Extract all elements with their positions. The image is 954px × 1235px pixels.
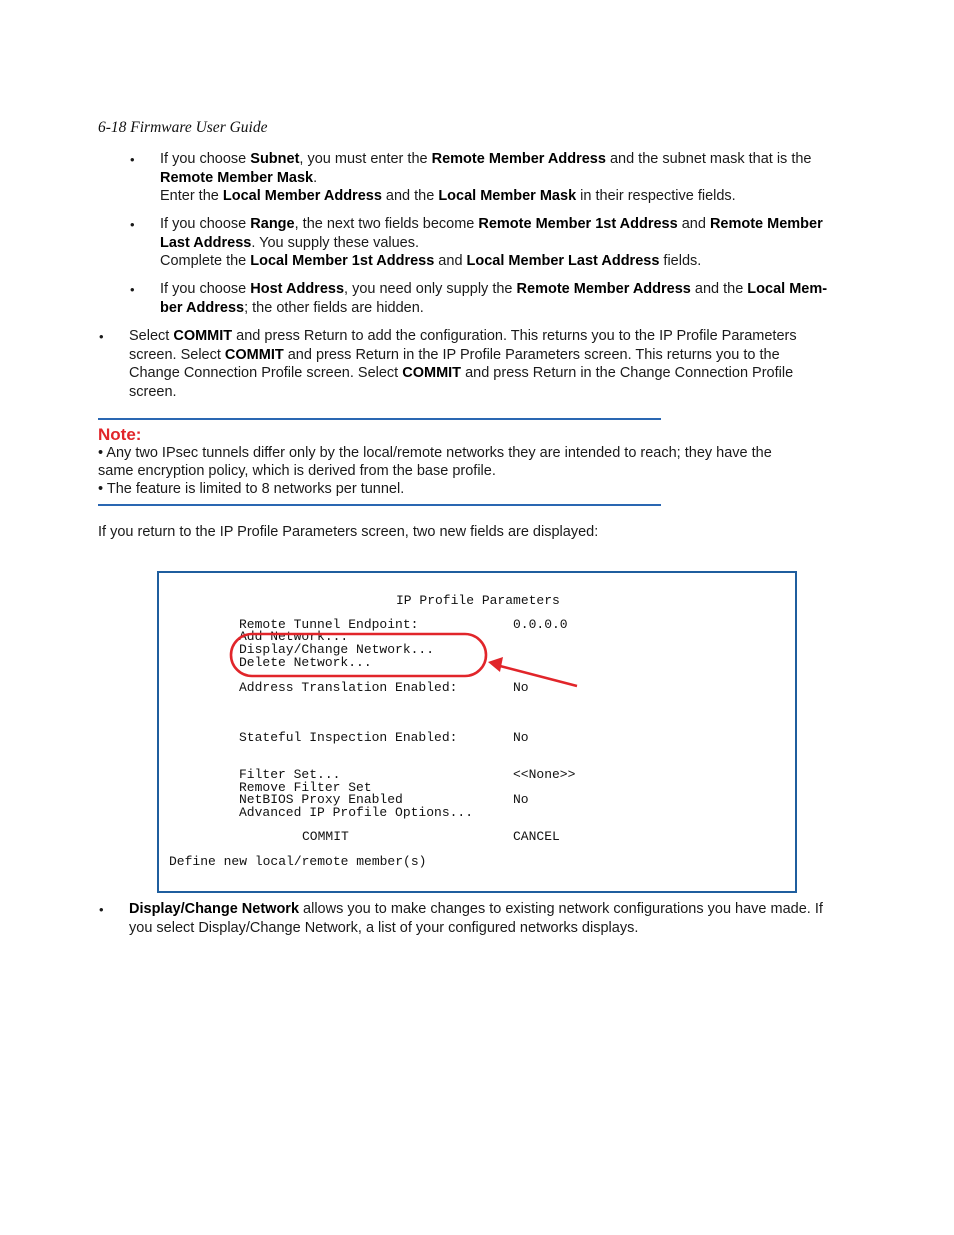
stateful-inspection-label: Stateful Inspection Enabled:: [239, 730, 458, 745]
sub-bullet-subnet: If you choose Subnet, you must enter the Remote Member Address and the subnet mask that is the Remote Member Mask. Enter the Local Member Address and the Local Member Mask in their respective fields.: [160, 151, 812, 205]
address-translation-label: Address Translation Enabled:: [239, 680, 458, 695]
cancel-button[interactable]: CANCEL: [513, 829, 560, 844]
intro-text: If you return to the IP Profile Parameters screen, two new fields are displayed:: [98, 524, 599, 540]
highlight-ellipse: [231, 634, 486, 676]
commit-paragraph: Select COMMIT and press Return to add the configuration. This returns you to the IP Profile Parameters screen. Select COMMIT and press Return in the IP Profile Parameters screen. This returns you to the Change Connection Profile screen. Select COMMIT and press Return in the Change Connection Profile screen.: [129, 328, 797, 401]
netbios-proxy-value[interactable]: No: [513, 792, 529, 807]
address-translation-value[interactable]: No: [513, 680, 529, 695]
page-header: 6-18 Firmware User Guide: [98, 119, 268, 136]
highlight-arrow-shaft: [500, 666, 577, 686]
bullet-marker: •: [99, 902, 104, 917]
highlight-arrow-head: [488, 657, 503, 672]
bullet-marker: •: [130, 282, 135, 297]
advanced-ip-profile-options-item[interactable]: Advanced IP Profile Options...: [239, 805, 474, 820]
add-network-item[interactable]: Add Network...: [239, 629, 349, 644]
delete-network-item[interactable]: Delete Network...: [239, 655, 372, 670]
sub-bullet-host-address: If you choose Host Address, you need only supply the Remote Member Address and the Local Mem- ber Address; the other fields are hidden.: [160, 281, 828, 316]
display-change-network-paragraph: Display/Change Network allows you to make changes to existing network configurations you have made. If you select Display/Change Network, a list of your configured networks displays.: [129, 901, 823, 936]
remote-tunnel-endpoint-label: Remote Tunnel Endpoint:: [239, 617, 419, 632]
note-body: • Any two IPsec tunnels differ only by the local/remote networks they are intended to reach; they have the same encryption policy, which is derived from the base profile. • The feature is limited to 8 networks per tunnel.: [98, 445, 772, 498]
filter-set-item[interactable]: Filter Set...: [239, 767, 341, 782]
display-change-network-item[interactable]: Display/Change Network...: [239, 642, 435, 657]
remove-filter-set-item[interactable]: Remove Filter Set: [239, 780, 372, 795]
remote-tunnel-endpoint-value[interactable]: 0.0.0.0: [513, 617, 568, 632]
bullet-marker: •: [130, 152, 135, 167]
filter-set-value: <<None>>: [513, 767, 576, 782]
terminal-title: IP Profile Parameters: [396, 593, 560, 608]
commit-button[interactable]: COMMIT: [302, 829, 349, 844]
netbios-proxy-label: NetBIOS Proxy Enabled: [239, 792, 403, 807]
stateful-inspection-value[interactable]: No: [513, 730, 529, 745]
status-line: Define new local/remote member(s): [169, 854, 427, 869]
bullet-marker: •: [99, 329, 104, 344]
sub-bullet-range: If you choose Range, the next two fields become Remote Member 1st Address and Remote Member Last Address. You supply these values. Complete the Local Member 1st Address and Local Member Last Address fields.: [160, 216, 823, 270]
bullet-marker: •: [130, 217, 135, 232]
note-title: Note:: [98, 425, 142, 444]
